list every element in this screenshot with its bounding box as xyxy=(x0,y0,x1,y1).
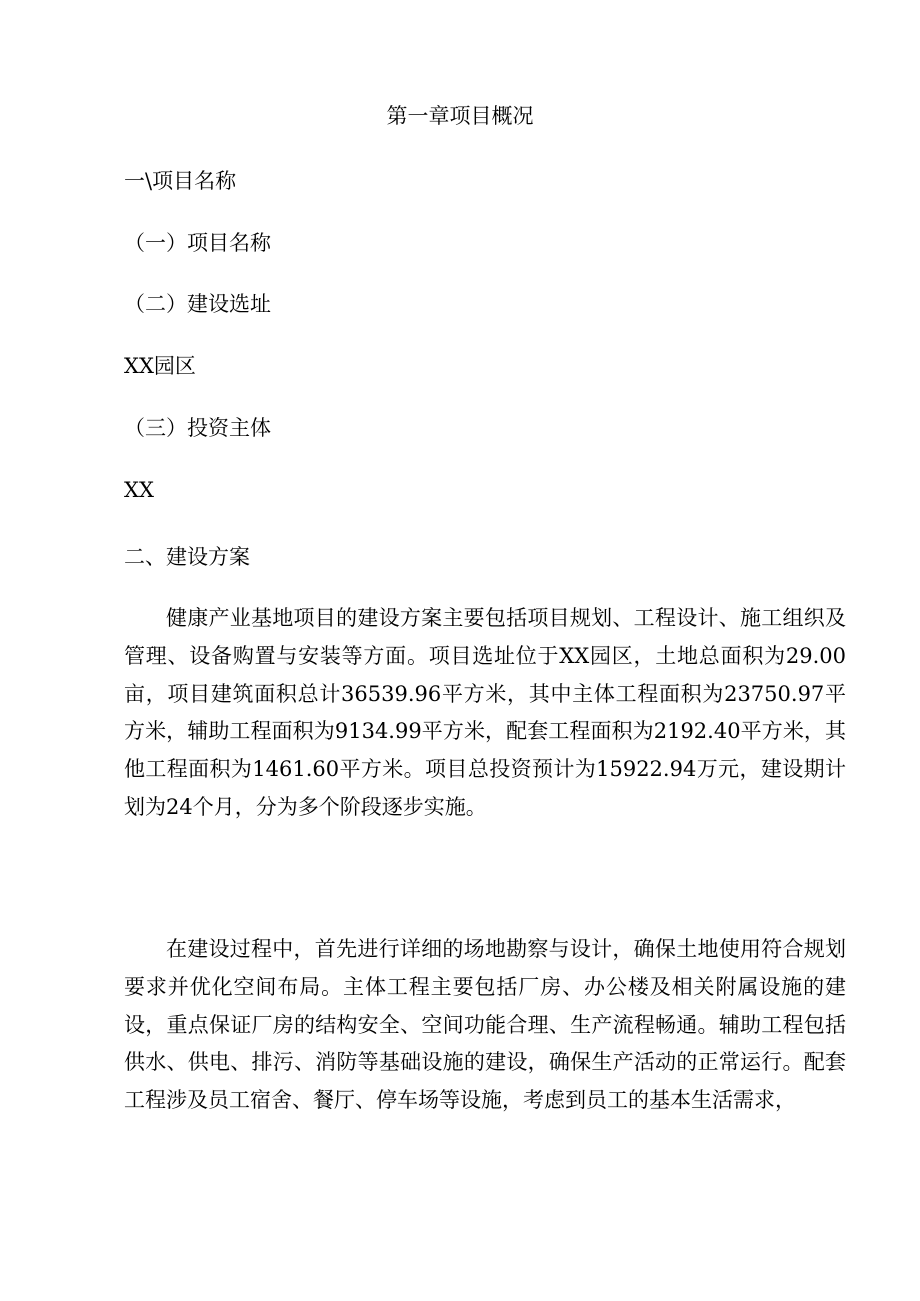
construction-plan-paragraph-1: 健康产业基地项目的建设方案主要包括项目规划、工程设计、施工组织及管理、设备购置与安装等方面。项目选址位于XX园区，土地总面积为29.00亩，项目建筑面积总计36539.96平方米，其中主体工程面积为23750.97平方米，辅助工程面积为9134.99平方米，配套工程面积为2192.40平方米，其他工程面积为1461.60平方米。项目总投资预计为15922.94万元，建设期计划为24个月，分为多个阶段逐步实施。 xyxy=(124,606,846,819)
investor-value: XX xyxy=(124,478,154,502)
section-heading-project-name: 一\项目名称 xyxy=(124,169,237,193)
subsection-site-selection: （二）建设选址 xyxy=(124,292,271,316)
chapter-title: 第一章项目概况 xyxy=(386,104,534,128)
subsection-project-name: （一）项目名称 xyxy=(124,231,271,255)
section-heading-construction-plan: 二、建设方案 xyxy=(124,545,250,569)
site-selection-value: XX园区 xyxy=(124,354,196,378)
construction-plan-paragraph-2: 在建设过程中，首先进行详细的场地勘察与设计，确保土地使用符合规划要求并优化空间布局。主体工程主要包括厂房、办公楼及相关附属设施的建设，重点保证厂房的结构安全、空间功能合理、生产流程畅通。辅助工程包括供水、供电、排污、消防等基础设施的建设，确保生产活动的正常运行。配套工程涉及员工宿舍、餐厅、停车场等设施，考虑到员工的基本生活需求， xyxy=(124,937,846,1113)
subsection-investor: （三）投资主体 xyxy=(124,416,271,440)
